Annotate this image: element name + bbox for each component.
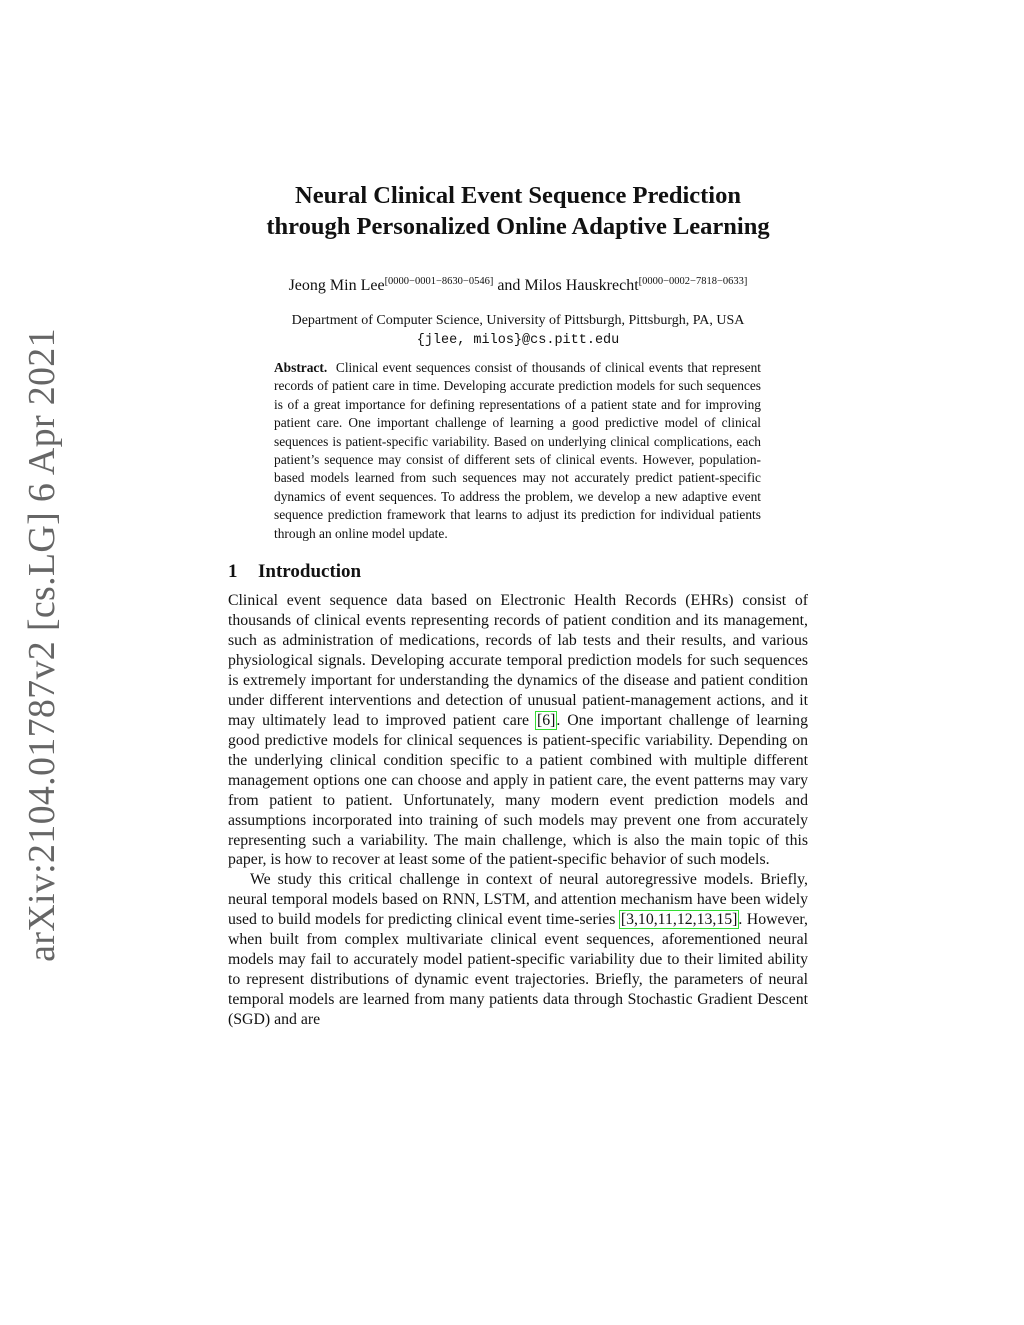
paragraph <box>228 591 808 870</box>
email: {jlee, milos}@cs.pitt.edu <box>416 333 620 348</box>
author-name: Jeong Min Lee <box>288 277 385 294</box>
paragraph-text: . One important challenge of learning good predictive models for clinical sequences is patient-specific variability. Depending on the underlying clinical condition specific to a patient combined with multiple different management options one can choose and apply in patient care, the event patterns may vary from patient to patient. Unfortunately, many modern event prediction models and assumptions incorporated into training of such models may prevent one from accurately representing such a variability. The main challenge, which is also the main topic of this paper, is how to recover at least some of the patient-specific behavior of such models. <box>228 711 808 869</box>
orcid: [0000−0001−8630−0546] <box>384 276 494 287</box>
title-line-2: through Personalized Online Adaptive Learning <box>266 213 770 240</box>
citation-link[interactable]: [3,10,11,12,13,15] <box>620 911 738 929</box>
paragraph-text: . However, when built from complex multivariate clinical event sequences, aforementioned neural models may fail to accurately model patient-specific variability due to their limited ability to represent distributions of dynamic event trajectories. Briefly, the parameters of neural temporal models are learned from many patients data through Stochastic Gradient Descent (SGD) and are <box>228 911 808 1029</box>
paper-page <box>228 180 808 1030</box>
abstract <box>274 359 761 543</box>
section-heading <box>228 561 808 583</box>
abstract-text: Clinical event sequences consist of thousands of clinical events that represent records of patient care in time. Developing accurate prediction models for such sequences is of a great importance for defining representations of a patient state and for improving patient care. One important challenge of learning a good predictive model of clinical sequences is patient-specific variability. Based on underlying clinical complications, each patient’s sequence may consist of different sets of clinical events. However, population-based models learned from such sequences may not accurately predict patient-specific dynamics of event sequences. To address the problem, we develop a new adaptive event sequence prediction framework that learns to adjust its prediction for individual patients through an online model update. <box>274 360 761 541</box>
arxiv-identifier: arXiv:2104.01787v2 [cs.LG] 6 Apr 2021 <box>21 328 63 962</box>
section-title: Introduction <box>258 561 362 583</box>
paragraph-text: We study this critical challenge in context of neural autoregressive models. Briefly, neural temporal models based on RNN, LSTM, and attention mechanism have been widely used to build models for predicting clinical event time-series <box>228 871 808 929</box>
abstract-label: Abstract. <box>274 360 328 375</box>
paper-title <box>220 180 816 242</box>
citation-link[interactable]: [6] <box>536 711 556 729</box>
paragraph <box>228 870 808 1030</box>
author-list <box>228 276 808 295</box>
title-line-1: Neural Clinical Event Sequence Prediction <box>295 182 741 209</box>
author-conjunction: and <box>497 277 521 294</box>
author-name: Milos Hauskrecht <box>524 277 639 294</box>
orcid: [0000−0002−7818−0633] <box>638 276 748 287</box>
affiliation-block <box>228 311 808 351</box>
section-number: 1 <box>228 561 238 583</box>
paragraph-text: Clinical event sequence data based on Electronic Health Records (EHRs) consist of thousands of clinical events representing records of patient condition and its management, such as administration of medications, records of lab tests and their results, and various physiological signals. Developing accurate temporal prediction models for such sequences is extremely important for understanding the dynamics of the disease and patient condition under different interventions and detection of unusual patient-management actions, and it may ultimately lead to improved patient care <box>228 592 808 729</box>
affiliation: Department of Computer Science, University of Pittsburgh, Pittsburgh, PA, USA <box>291 313 745 328</box>
